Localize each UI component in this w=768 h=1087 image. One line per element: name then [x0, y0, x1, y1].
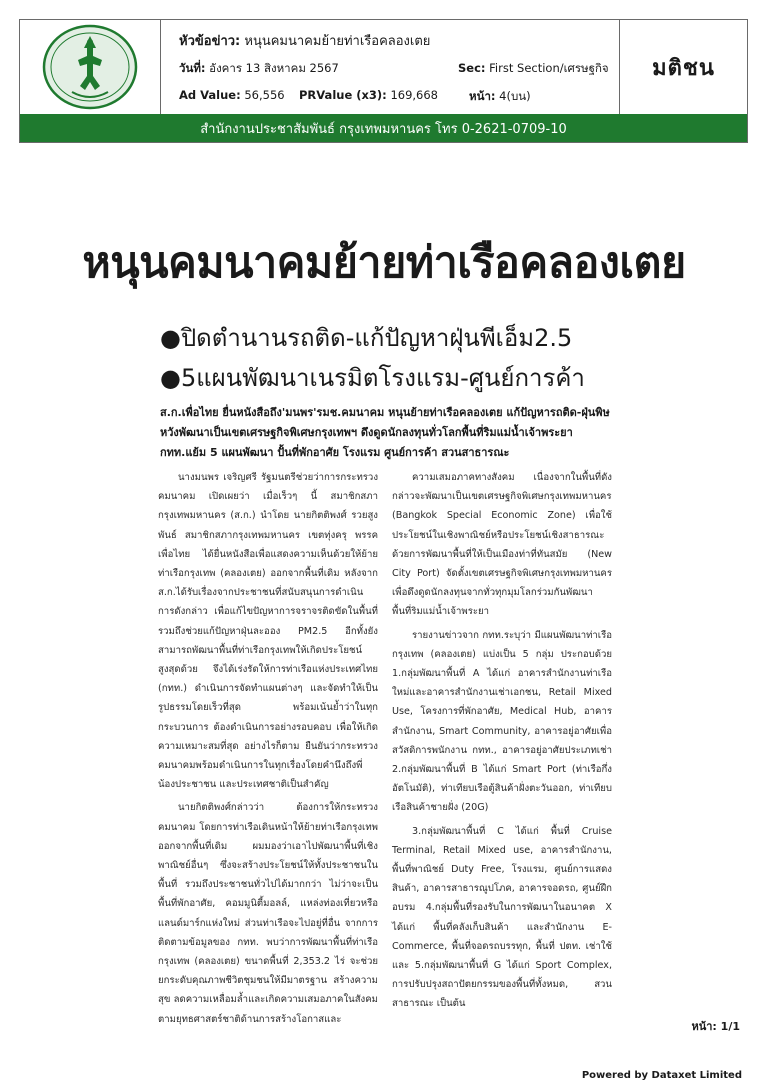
paragraph: รายงานข่าวจาก กทท.ระบุว่า มีแผนพัฒนาท่าเรือกรุงเทพ (คลองเตย) แบ่งเป็น 5 กลุ่ม ประกอบด้วย 1.กลุ่มพัฒนาพื้นที่ A ได้แก่ อาคารสำนักงานท่าเรือใหม่และอาคารสำนักงานเช่าเอกชน, Retail Mixed Use, โครงการที่พักอาศัย, Medical Hub, อาคารสำนักงาน, Smart Community, อาคารอยู่อาศัยเพื่อสวัสดิการพนักงาน กทท., อาคารอยู่อาศัยประเภทเช่า 2.กลุ่มพัฒนาพื้นที่ B ได้แก่ Smart Port (ท่าเรือกึ่งอัตโนมัติ), ท่าเทียบเรือตู้สินค้าฝั่งตะวันออก, ท่าเทียบเรือสินค้าชายฝั่ง (20G): [392, 629, 612, 814]
section-value: First Section/เศรษฐกิจ: [489, 61, 609, 75]
office-bar: สำนักงานประชาสัมพันธ์ กรุงเทพมหานคร โทร 0-2621-0709-10: [20, 114, 747, 142]
paragraph: นางมนพร เจริญศรี รัฐมนตรีช่วยว่าการกระทรวงคมนาคม เปิดเผยว่า เมื่อเร็วๆ นี้ สมาชิกสภากรุงเทพมหานคร (ส.ก.) นำโดย นายกิตติพงศ์ รวยสูงพันธ์ สมาชิกสภากรุงเทพมหานคร เขตทุ่งครุ พรรคเพื่อไทย ได้ยื่นหนังสือเพื่อแสดงความเห็นด้วยให้ย้ายท่าเรือกรุงเทพ (คลองเตย) ออกจากพื้นที่เดิม หลังจาก ส.ก.ได้รับเรื่องจากประชาชนที่สนับสนุนการดำเนินการดังกล่าว เพื่อแก้ไขปัญหาการจราจรติดขัดในพื้นที่ รวมถึงช่วยแก้ปัญหาฝุ่นละออง PM2.5 อีกทั้งยังสามารถพัฒนาพื้นที่ท่าเรือกรุงเทพให้เกิดประโยชน์สูงสุดด้วย จึงได้เร่งรัดให้การท่าเรือแห่งประเทศไทย (กทท.) ดำเนินการจัดทำแผนต่างๆ และจัดทำให้เป็นรูปธรรมโดยเร็วที่สุด พร้อมเน้นย้ำว่าในทุกกระบวนการ ต้องดำเนินการอย่างรอบคอบ เพื่อให้เกิดความเหมาะสมที่สุด อย่างไรก็ตาม ยืนยันว่ากระทรวงคมนาคมพร้อมดำเนินการในทุกเรื่องโดยคำนึงถึงพี่น้องประชาชน และประเทศชาติเป็นสำคัญ: [158, 472, 378, 791]
paragraph: 3.กลุ่มพัฒนาพื้นที่ C ได้แก่ พื้นที่ Cruise Terminal, Retail Mixed use, อาคารสำนักงาน, พื้นที่พาณิชย์ Duty Free, โรงแรม, ศูนย์การแสดงสินค้า, อาคารสาธารณูปโภค, อาคารจอดรถ, ศูนย์ฝึกอบรม 4.กลุ่มพื้นที่รองรับในการพัฒนาในอนาคต X ได้แก่ พื้นที่คลังเก็บสินค้า และสำนักงาน E-Commerce, พื้นที่จอดรถบรรทุก, พื้นที่ ปตท. เช่าใช้ และ 5.กลุ่มพัฒนาพื้นที่ G ได้แก่ Sport Complex, การปรับปรุงสถาปัตยกรรมของพื้นที่ทั้งหมด, สวนสาธารณะ เป็นต้น: [392, 825, 612, 1010]
page-value: 4(บน): [499, 89, 531, 103]
article-title: หนุนคมนาคมย้ายท่าเรือคลองเตย: [82, 238, 686, 288]
powered-by: Powered by Dataxet Limited: [581, 1070, 742, 1081]
logo-box: [20, 20, 161, 114]
bma-seal-icon: [20, 20, 161, 114]
article-subtitle-2: ●5แผนพัฒนาเนรมิตโรงแรม-ศูนย์การค้า: [160, 364, 585, 392]
ad-value: 56,556: [244, 88, 285, 102]
pr-value: 169,668: [390, 88, 438, 102]
article-lead: ส.ก.เพื่อไทย ยื่นหนังสือถึง'มนพร'รมช.คมนาคม หนุนย้ายท่าเรือคลองเตย แก้ปัญหารถติด-ฝุ่นพิษ หวังพัฒนาเป็นเขตเศรษฐกิจพิเศษกรุงเทพฯ ดึงดูดนักลงทุนทั่วโลกพื้นที่ริมแม่น้ำเจ้าพระยา กทท.แย้ม 5 แผนพัฒนา ปั้นที่พักอาศัย โรงแรม ศูนย์การค้า สวนสาธารณะ: [160, 406, 610, 459]
date-value: อังคาร 13 สิงหาคม 2567: [209, 61, 339, 75]
article-column-left: [158, 468, 378, 1029]
publication-name: มติชน: [652, 55, 715, 81]
page-number: หน้า: 1/1: [691, 1020, 740, 1033]
clipping-header: [19, 19, 748, 143]
paragraph: ความเสมอภาคทางสังคม เนื่องจากในพื้นที่ดังกล่าวจะพัฒนาเป็นเขตเศรษฐกิจพิเศษกรุงเทพมหานคร (Bangkok Special Economic Zone) เพื่อใช้ประโยชน์ในเชิงพาณิชย์หรือประโยชน์เชิงสาธารณะด้วยการพัฒนาพื้นที่ให้เป็นเมืองท่าที่ทันสมัย (New City Port) จัดตั้งเขตเศรษฐกิจพิเศษกรุงเทพมหานคร เพื่อดึงดูดนักลงทุนจากทั่วทุกมุมโลกร่วมกันพัฒนาพื้นที่ริมแม่น้ำเจ้าพระยา: [392, 472, 612, 618]
section-label: Sec:: [458, 61, 486, 75]
article-subtitle-1: ●ปิดตำนานรถติด-แก้ปัญหาฝุ่นพีเอ็ม2.5: [160, 324, 573, 352]
clipping-info: [161, 20, 620, 114]
date-label: วันที่:: [179, 61, 206, 75]
paragraph: นายกิตติพงศ์กล่าวว่า ต้องการให้กระทรวงคมนาคม โดยการท่าเรือเดินหน้าให้ย้ายท่าเรือกรุงเทพออกจากพื้นที่เดิม ผมมองว่าเอาไปพัฒนาพื้นที่เชิงพาณิชย์อื่นๆ ซึ่งจะสร้างประโยชน์ให้ทั้งประชาชนในพื้นที่ รวมถึงประชาชนทั่วไปได้มากกว่า ไม่ว่าจะเป็นพื้นที่พักอาศัย, คอมมูนิตี้มอลล์, แหล่งท่องเที่ยวหรือแลนด์มาร์กแห่งใหม่ ส่วนท่าเรือจะไปอยู่ที่อื่น จากการติดตามข้อมูลของ กทท. พบว่าการพัฒนาพื้นที่ท่าเรือกรุงเทพ (คลองเตย) ขนาดพื้นที่ 2,353.2 ไร่ จะช่วยยกระดับคุณภาพชีวิตชุมชนให้มีมาตรฐาน สร้างความสุข ลดความเหลื่อมล้ำและเกิดความเสมอภาคในสังคม ตามยุทธศาสตร์ชาติด้านการสร้างโอกาสและ: [158, 802, 378, 1025]
headline-value: หนุนคมนาคมย้ายท่าเรือคลองเตย: [244, 34, 431, 49]
headline-label: หัวข้อข่าว:: [179, 34, 241, 49]
ad-value-label: Ad Value:: [179, 88, 241, 102]
article-column-right: [392, 468, 612, 1014]
pr-value-label: PRValue (x3):: [299, 88, 387, 102]
page-label: หน้า:: [469, 89, 496, 103]
